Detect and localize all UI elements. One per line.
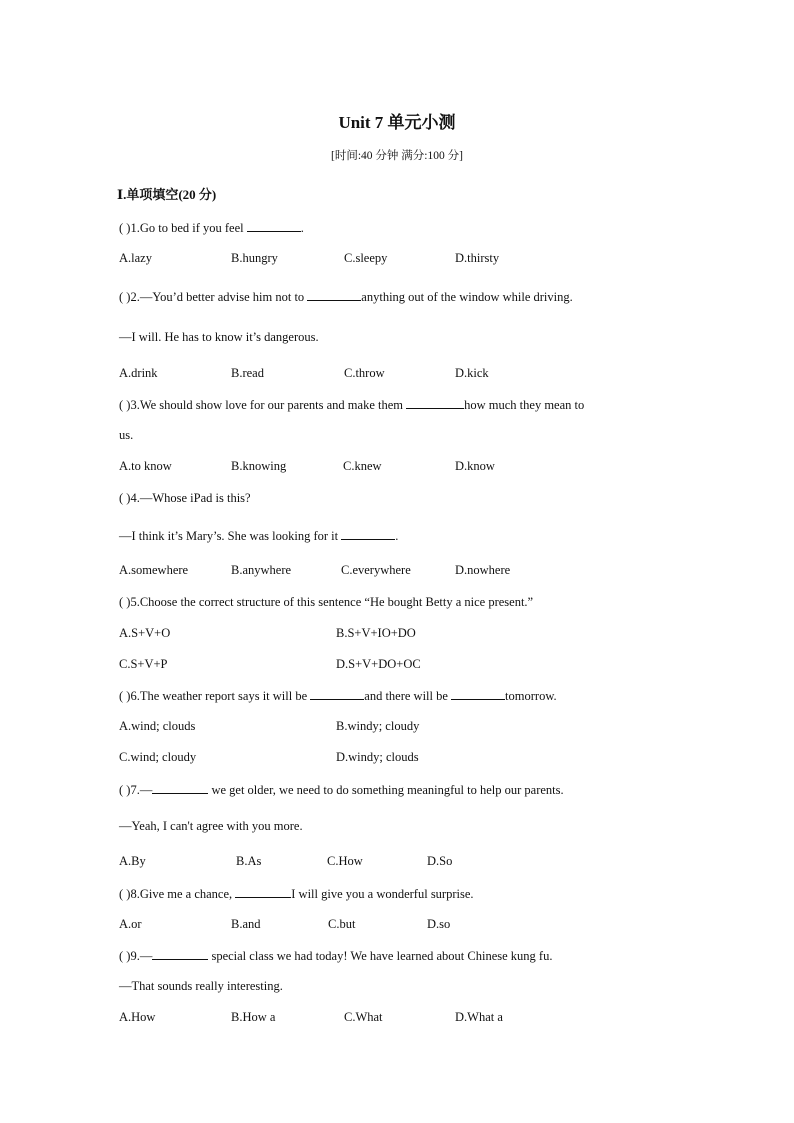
answer-blank	[152, 781, 208, 794]
option-b: B.How a	[231, 1010, 276, 1024]
option-d: D.What a	[455, 1010, 503, 1024]
question-6: ( )6.The weather report says it will be and there will be tomorrow.	[119, 689, 557, 703]
question-2-reply: —I will. He has to know it’s dangerous.	[119, 330, 319, 344]
question-2: ( )2.—You’d better advise him not to anything out of the window while driving.	[119, 290, 573, 304]
option-c: C.but	[328, 917, 356, 931]
option-c: C.everywhere	[341, 563, 411, 577]
answer-blank	[307, 288, 361, 301]
question-3: ( )3.We should show love for our parents and make them how much they mean to	[119, 398, 585, 412]
question-8: ( )8.Give me a chance, I will give you a wonderful surprise.	[119, 887, 474, 901]
option-d: D.thirsty	[455, 251, 500, 265]
answer-blank	[235, 885, 291, 898]
option-b: B.hungry	[231, 251, 278, 265]
option-a: A.somewhere	[119, 563, 189, 577]
option-c: C.throw	[344, 366, 385, 380]
question-7: ( )7.— we get older, we need to do something meaningful to help our parents.	[119, 783, 564, 797]
option-b: B.anywhere	[231, 563, 292, 577]
question-5: ( )5.Choose the correct structure of this sentence “He bought Betty a nice present.”	[119, 595, 534, 609]
question-7-reply: —Yeah, I can't agree with you more.	[119, 819, 303, 833]
answer-blank	[247, 219, 301, 232]
option-d: D.S+V+DO+OC	[336, 657, 421, 671]
time-score-info: [时间:40 分钟 满分:100 分]	[331, 150, 463, 162]
option-b: B.knowing	[231, 459, 287, 473]
question-9-reply: —That sounds really interesting.	[119, 979, 283, 993]
option-d: D.know	[455, 459, 495, 473]
option-b: B.S+V+IO+DO	[336, 626, 416, 640]
question-3-continuation: us.	[119, 428, 134, 442]
option-b: B.and	[231, 917, 261, 931]
option-c: C.What	[344, 1010, 383, 1024]
question-9: ( )9.— special class we had today! We have learned about Chinese kung fu.	[119, 949, 553, 963]
option-c: C.sleepy	[344, 251, 388, 265]
option-c: C.S+V+P	[119, 657, 168, 671]
page-title: Unit 7 单元小测	[338, 113, 456, 132]
option-a: A.wind; clouds	[119, 719, 196, 733]
answer-blank	[341, 527, 395, 540]
option-a: A.lazy	[119, 251, 152, 265]
option-d: D.windy; clouds	[336, 750, 419, 764]
option-a: A.or	[119, 917, 142, 931]
option-c: C.knew	[343, 459, 382, 473]
question-4-reply: —I think it’s Mary’s. She was looking for it .	[119, 529, 399, 543]
option-d: D.so	[427, 917, 451, 931]
option-a: A.By	[119, 854, 146, 868]
answer-blank	[451, 687, 505, 700]
option-c: C.wind; cloudy	[119, 750, 197, 764]
option-d: D.kick	[455, 366, 489, 380]
option-c: C.How	[327, 854, 363, 868]
option-b: B.read	[231, 366, 264, 380]
question-1: ( )1.Go to bed if you feel .	[119, 221, 304, 235]
option-a: A.S+V+O	[119, 626, 171, 640]
option-a: A.to know	[119, 459, 172, 473]
option-a: A.How	[119, 1010, 156, 1024]
option-b: B.windy; cloudy	[336, 719, 420, 733]
option-a: A.drink	[119, 366, 158, 380]
option-d: D.So	[427, 854, 453, 868]
option-d: D.nowhere	[455, 563, 511, 577]
section-title: Ⅰ.单项填空(20 分)	[117, 187, 217, 202]
question-4: ( )4.—Whose iPad is this?	[119, 491, 251, 505]
answer-blank	[406, 396, 464, 409]
option-b: B.As	[236, 854, 262, 868]
answer-blank	[310, 687, 364, 700]
answer-blank	[152, 947, 208, 960]
